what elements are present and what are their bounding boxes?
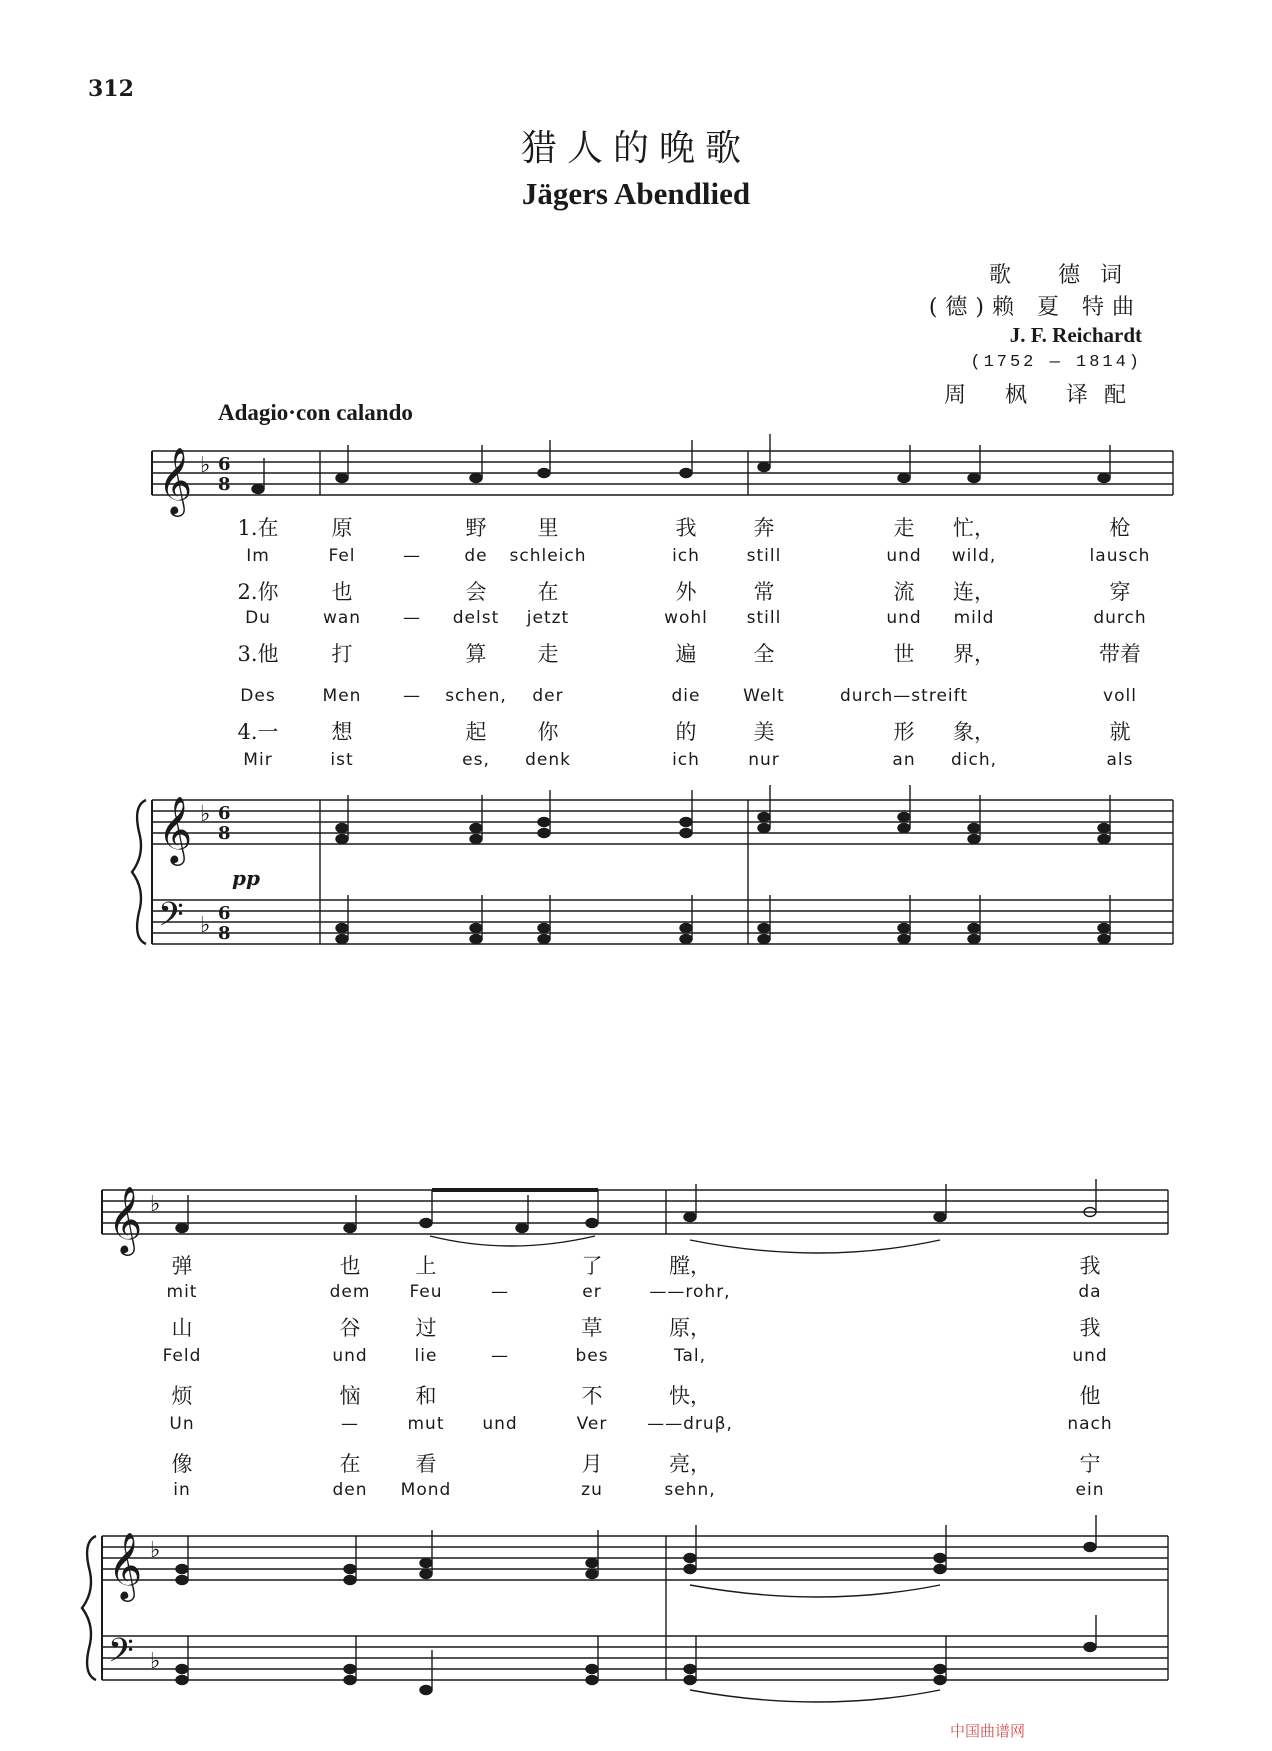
lyric-syllable: ——rohr, (649, 1282, 731, 1302)
lyric-syllable: er (582, 1282, 602, 1302)
lyric-syllable: — (491, 1346, 509, 1366)
lyric-syllable: nur (748, 750, 780, 770)
lyric-syllable: 恼 (339, 1384, 361, 1408)
svg-text:8: 8 (218, 823, 231, 844)
flat-icon: ♭ (200, 453, 211, 478)
lyric-syllable: und (886, 608, 922, 628)
song-title-german: Jägers Abendlied (521, 176, 751, 211)
lyric-syllable: Ver (576, 1414, 608, 1434)
flat-icon: ♭ (150, 1538, 161, 1563)
lyric-syllable: dich, (950, 750, 998, 770)
lyric-syllable: 2.你 (237, 580, 279, 604)
composer-dates: (1752 — 1814) (970, 353, 1142, 372)
lyric-syllable: 打 (331, 642, 353, 666)
lyric-syllable: 亮， (669, 1452, 711, 1476)
lyric-syllable: 走 (893, 516, 915, 540)
lyric-syllable: 想 (331, 720, 353, 744)
lyric-syllable: sehn, (664, 1480, 716, 1500)
treble-clef-icon: 𝄞 (108, 1185, 143, 1253)
lyric-syllable: 3.他 (237, 642, 279, 666)
translator-credit: 周 枫 译配 (944, 383, 1142, 408)
lyric-syllable: wild, (951, 546, 997, 566)
lyric-syllable: 在 (537, 580, 559, 604)
lyric-syllable: Fel (328, 546, 356, 566)
lyric-syllable: und (886, 546, 922, 566)
lyric-syllable: als (1106, 750, 1134, 770)
lyric-syllable: Mir (243, 750, 273, 770)
lyric-syllable: in (173, 1480, 191, 1500)
svg-text:8: 8 (218, 923, 231, 944)
time-sig-top: 6 (218, 454, 231, 475)
svg-text:6: 6 (218, 903, 231, 924)
lyric-syllable: 形 (893, 720, 915, 744)
lyric-syllable: lie (414, 1346, 438, 1366)
lyric-syllable: ich (672, 750, 700, 770)
lyric-syllable: 宁 (1079, 1452, 1101, 1476)
lyric-syllable: delst (452, 608, 500, 628)
lyric-syllable: 原 (331, 516, 353, 540)
lyric-syllable: 他 (1079, 1384, 1101, 1408)
lyric-syllable: still (746, 546, 782, 566)
lyric-syllable: 弹 (171, 1254, 193, 1278)
lyric-syllable: mut (407, 1414, 445, 1434)
page-number: 312 (88, 76, 134, 102)
lyric-syllable: Feu (409, 1282, 443, 1302)
lyric-syllable: 快， (669, 1384, 711, 1408)
lyric-syllable: bes (575, 1346, 609, 1366)
lyric-syllable: denk (525, 750, 571, 770)
lyricist-credit: 歌 德词 (989, 263, 1142, 288)
treble-clef-icon: 𝄞 (158, 446, 193, 514)
vocal-staff-1 (152, 451, 1173, 495)
lyric-syllable: und (1072, 1346, 1108, 1366)
lyric-syllable: ist (330, 750, 354, 770)
lyric-syllable: 了 (581, 1254, 603, 1278)
lyric-syllable: durch (1093, 608, 1147, 628)
lyric-syllable: — (403, 608, 421, 628)
lyric-syllable: die (671, 686, 701, 706)
piano-treble-staff-2 (102, 1536, 1168, 1580)
lyric-syllable: 你 (537, 720, 559, 744)
lyric-syllable: durch—streift (840, 686, 968, 706)
lyric-syllable: 外 (675, 580, 697, 604)
lyric-syllable: den (332, 1480, 368, 1500)
flat-icon: ♭ (150, 1649, 161, 1674)
lyric-syllable: Men (322, 686, 362, 706)
lyric-syllable: zu (581, 1480, 603, 1500)
watermark: 中国曲谱网 (950, 1722, 1026, 1740)
lyric-syllable: 月 (581, 1452, 603, 1476)
lyric-syllable: 奔 (753, 516, 775, 540)
treble-clef-icon: 𝄞 (158, 795, 193, 863)
lyric-syllable: jetzt (526, 608, 570, 628)
lyric-syllable: nach (1067, 1414, 1113, 1434)
lyric-syllable: 谷 (339, 1316, 361, 1340)
lyric-syllable: — (403, 686, 421, 706)
lyric-syllable: es, (462, 750, 490, 770)
lyric-syllable: 草 (581, 1316, 603, 1340)
bass-clef-icon: 𝄢 (108, 1632, 134, 1678)
lyric-syllable: wohl (664, 608, 708, 628)
lyric-syllable: 我 (1079, 1254, 1101, 1278)
lyric-syllable: 1.在 (237, 516, 279, 540)
lyric-syllable: da (1078, 1282, 1102, 1302)
lyric-syllable: 野 (465, 516, 487, 540)
piano-treble-staff-1 (152, 800, 1173, 844)
lyric-syllable: 4.一 (237, 720, 279, 744)
lyric-syllable: 和 (415, 1384, 437, 1408)
lyric-syllable: 山 (171, 1316, 193, 1340)
lyric-syllable: Des (240, 686, 276, 706)
lyric-syllable: 看 (415, 1452, 437, 1476)
bass-clef-icon: 𝄢 (158, 896, 184, 942)
lyric-syllable: Un (169, 1414, 195, 1434)
lyric-syllable: 流 (893, 580, 915, 604)
lyric-syllable: 遍 (675, 642, 697, 666)
lyric-syllable: der (532, 686, 564, 706)
lyric-syllable: 美 (753, 720, 775, 744)
lyric-syllable: 全 (753, 642, 775, 666)
lyric-syllable: 常 (753, 580, 775, 604)
lyric-syllable: Mond (400, 1480, 452, 1500)
lyric-syllable: 不 (581, 1384, 603, 1408)
piano-chords-1 (336, 785, 1110, 944)
lyric-syllable: 起 (465, 720, 487, 744)
lyric-syllable: und (332, 1346, 368, 1366)
lyric-syllable: ein (1075, 1480, 1105, 1500)
flat-icon: ♭ (200, 913, 211, 938)
lyric-syllable: mild (953, 608, 995, 628)
lyric-syllable: 界， (953, 642, 995, 666)
lyric-syllable: 穿 (1109, 580, 1131, 604)
lyric-syllable: schen, (445, 686, 507, 706)
lyric-syllable: 象， (953, 720, 995, 744)
lyric-syllable: Welt (743, 686, 785, 706)
lyric-syllable: lausch (1089, 546, 1151, 566)
lyric-syllable: 我 (1079, 1316, 1101, 1340)
lyric-syllable: 里 (537, 516, 559, 540)
lyric-syllable: 会 (465, 580, 487, 604)
lyric-syllable: — (403, 546, 421, 566)
lyric-syllable: 忙， (953, 516, 995, 540)
treble-clef-icon: 𝄞 (108, 1531, 143, 1599)
lyric-syllable: 上 (415, 1254, 437, 1278)
piano-chords-2 (176, 1515, 1096, 1702)
lyric-syllable: 走 (537, 642, 559, 666)
lyric-syllable: still (746, 608, 782, 628)
lyric-syllable: 在 (339, 1452, 361, 1476)
lyric-syllable: Im (246, 546, 270, 566)
lyric-syllable: 膛， (669, 1254, 711, 1278)
lyric-syllable: Feld (162, 1346, 202, 1366)
lyric-syllable: 就 (1109, 720, 1131, 744)
lyric-syllable: Tal, (673, 1346, 707, 1366)
lyric-syllable: an (892, 750, 916, 770)
lyric-syllable: dem (329, 1282, 371, 1302)
lyric-syllable: 像 (171, 1452, 193, 1476)
svg-text:6: 6 (218, 803, 231, 824)
lyric-syllable: de (464, 546, 488, 566)
flat-icon: ♭ (150, 1192, 161, 1217)
lyric-syllable: 带着 (1099, 642, 1141, 666)
tempo-marking: Adagio·con calando (218, 400, 413, 425)
lyric-syllable: 连， (953, 580, 995, 604)
lyric-syllable: 烦 (171, 1384, 193, 1408)
lyric-syllable: — (341, 1414, 359, 1434)
dynamic-pp: pp (232, 866, 260, 890)
lyric-syllable: voll (1103, 686, 1137, 706)
lyric-syllable: 过 (415, 1316, 437, 1340)
vocal-staff-2 (102, 1190, 1168, 1234)
lyric-syllable: 的 (675, 720, 697, 744)
lyric-syllable: und (482, 1414, 518, 1434)
lyric-syllable: 我 (675, 516, 697, 540)
lyric-syllable: 算 (465, 642, 487, 666)
composer-latin-name: J. F. Reichardt (1009, 323, 1142, 347)
time-sig-bottom: 8 (218, 474, 231, 495)
lyric-syllable: 也 (339, 1254, 361, 1278)
lyric-syllable: 原， (669, 1316, 711, 1340)
lyric-syllable: wan (322, 608, 362, 628)
flat-icon: ♭ (200, 802, 211, 827)
song-title-chinese: 猎人的晚歌 (520, 128, 751, 169)
lyric-syllable: schleich (509, 546, 587, 566)
composer-credit: (德)赖 夏 特曲 (928, 295, 1142, 320)
lyric-syllable: 世 (893, 642, 915, 666)
lyric-syllable: — (491, 1282, 509, 1302)
lyric-syllable: mit (166, 1282, 198, 1302)
lyric-syllable: 枪 (1109, 516, 1131, 540)
lyric-syllable: ich (672, 546, 700, 566)
lyric-syllable: Du (245, 608, 271, 628)
lyric-syllable: ——druβ, (647, 1414, 733, 1434)
lyric-syllable: 也 (331, 580, 353, 604)
